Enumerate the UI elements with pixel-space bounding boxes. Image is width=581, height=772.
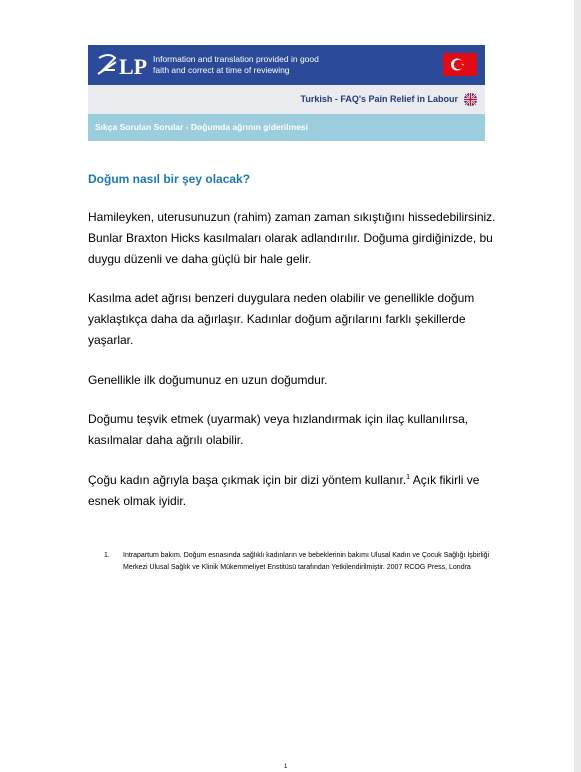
uk-flag-icon <box>464 93 477 106</box>
svg-text:LP: LP <box>119 54 148 79</box>
breadcrumb-bar <box>88 114 485 141</box>
paragraph-5-after: Açık fikirli ve esnek olmak iyidir. <box>88 473 480 508</box>
paragraph-3: Genellikle ilk doğumunuz en uzun doğumdur. <box>88 373 328 387</box>
paragraph-1: Hamileyken, uterusunuzun (rahim) zaman zaman sıkıştığını hissedebilirsiniz. Bunlar Braxton Hicks kasılmaları olarak adlandırılır. Doğuma girdiğinizde, bu duygu düzenli ve daha güçlü bir hale gelir. <box>88 210 496 266</box>
paragraph-5 <box>88 470 508 512</box>
lp-logo-icon <box>95 50 151 80</box>
breadcrumb: Sıkça Sorulan Sorular - Doğumda ağrının giderilmesi <box>95 122 309 132</box>
info-line-1: Information and translation provided in good <box>153 54 319 64</box>
turkish-flag-icon <box>443 53 477 76</box>
subtitle-bar <box>88 85 485 114</box>
page-number: 1 <box>284 764 288 770</box>
section-heading: Doğum nasıl bir şey olacak? <box>88 172 251 186</box>
paragraph-2: Kasılma adet ağrısı benzeri duygulara neden olabilir ve genellikle doğum yaklaştıkça daha da ağırlaşır. Kadınlar doğum ağrılarını farklı şekillerde yaşarlar. <box>88 291 475 347</box>
footnote-reference: 1 <box>406 474 411 481</box>
footnote-text: Intrapartum bakım. Doğum esnasında sağlıklı kadınların ve bebeklerinin bakımı Ulusal Kadın ve Çocuk Sağlığı İşbirliği Merkezi Ulusal Sağlık ve Klinik Mükemmeliyet Enstitüsü tarafından Yetkilendirilmiştir. 2007 RCOG Press, Londra <box>123 552 490 571</box>
page-edge <box>574 0 581 772</box>
document-subtitle: Turkish - FAQ's Pain Relief in Labour <box>300 94 458 104</box>
paragraph-5-before: Çoğu kadın ağrıyla başa çıkmak için bir dizi yöntem kullanır. <box>88 473 407 487</box>
header-banner <box>88 45 485 85</box>
footnote-number: 1. <box>104 552 110 559</box>
info-notice <box>153 54 353 76</box>
info-line-2: faith and correct at time of reviewing <box>153 65 290 75</box>
paragraph-4: Doğumu teşvik etmek (uyarmak) veya hızlandırmak için ilaç kullanılırsa, kasılmalar daha ağrılı olabilir. <box>88 412 469 447</box>
